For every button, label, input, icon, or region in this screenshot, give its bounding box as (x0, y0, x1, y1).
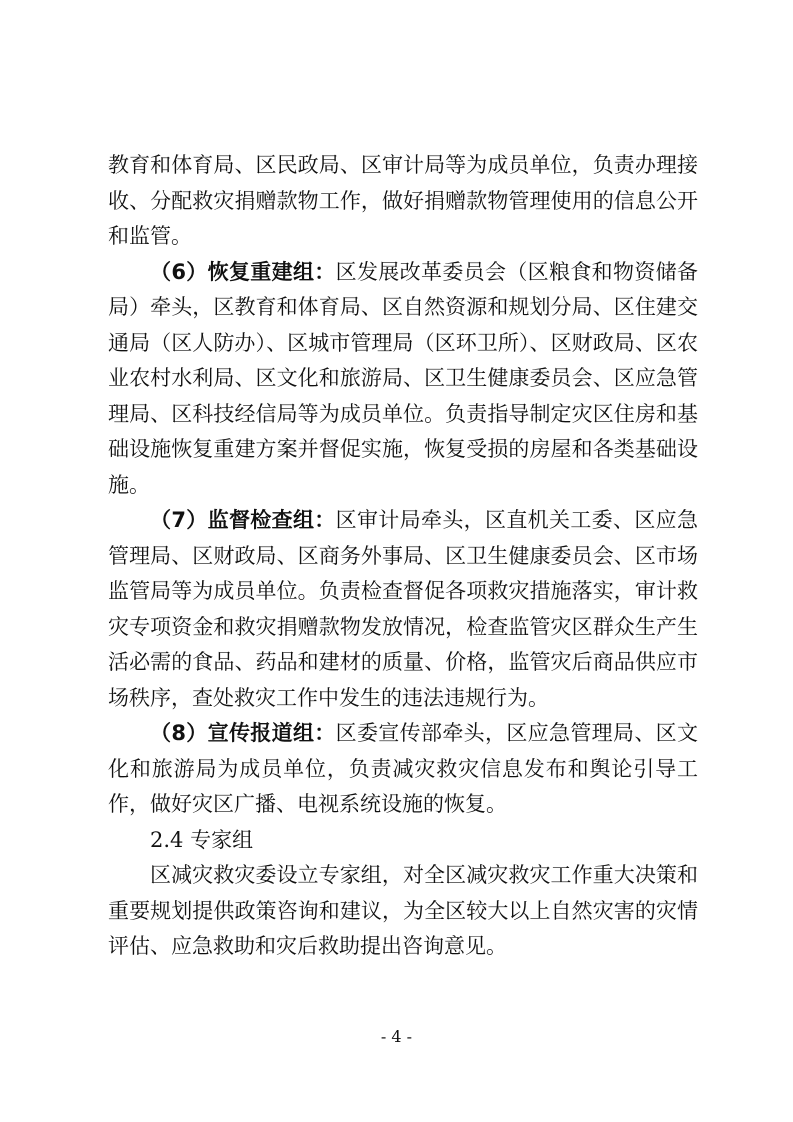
paragraph-recovery-group (108, 255, 698, 504)
paragraph-text: 区审计局牵头，区直机关工委、区应急管理局、区财政局、区商务外事局、区卫生健康委员会、区市场监管局等为成员单位。负责检查督促各项救灾措施落实，审计救灾专项资金和救灾捐赠款物发放情况，检查监管灾区群众生产生活必需的食品、药品和建材的质量、价格，监管灾后商品供应市场秩序，查处救灾工作中发生的违法违规行为。 (108, 508, 698, 710)
paragraph-heading: （7）监督检查组： (150, 508, 336, 532)
paragraph-publicity-group (108, 716, 698, 823)
body-text (108, 148, 698, 965)
section-paragraph: 区减灾救灾委设立专家组，对全区减灾救灾工作重大决策和重要规划提供政策咨询和建议，为全区较大以上自然灾害的灾情评估、应急救助和灾后救助提出咨询意见。 (108, 863, 698, 958)
paragraph-text: 教育和体育局、区民政局、区审计局等为成员单位，负责办理接收、分配救灾捐赠款物工作，做好捐赠款物管理使用的信息公开和监管。 (108, 153, 698, 248)
page-number: - 4 - (380, 1027, 413, 1046)
paragraph-heading: （8）宣传报道组： (150, 721, 336, 745)
paragraph-heading: （6）恢复重建组： (150, 259, 336, 284)
paragraph-continuation (108, 148, 698, 255)
paragraph-text: 区委宣传部牵头，区应急管理局、区文化和旅游局为成员单位，负责减灾救灾信息发布和舆论引导工作，做好灾区广播、电视系统设施的恢复。 (108, 721, 698, 816)
section-heading: 2.4 专家组 (150, 827, 254, 852)
paragraph-supervision-group (108, 503, 698, 716)
paragraph-text: 区发展改革委员会（区粮食和物资储备局）牵头，区教育和体育局、区自然资源和规划分局、区住建交通局（区人防办）、区城市管理局（区环卫所）、区财政局、区农业农村水利局、区文化和旅游局、区卫生健康委员会、区应急管理局、区科技经信局等为成员单位。负责指导制定灾区住房和基础设施恢复重建方案并督促实施，恢复受损的房屋和各类基础设施。 (108, 259, 698, 497)
